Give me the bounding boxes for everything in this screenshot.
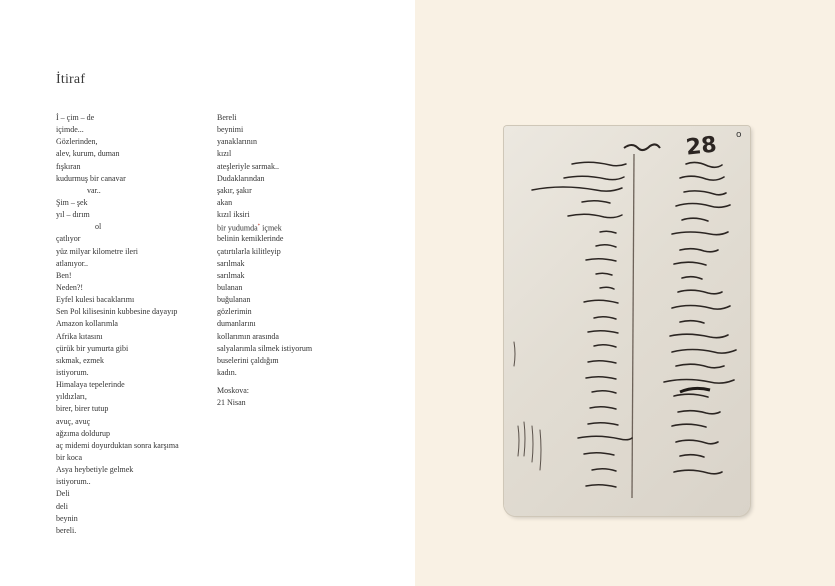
poem-column-1 [56, 112, 179, 537]
poem-line: dumanlarını [217, 319, 256, 329]
poem-title: İtiraf [56, 72, 86, 87]
poem-line: fışkıran [56, 161, 81, 171]
poem-line: deli [56, 501, 68, 511]
poem-line: çürük bir yumurta gibi [56, 343, 129, 353]
poem-line: Bereli [217, 113, 237, 122]
poem-line: bir koca [56, 452, 82, 462]
poem-line: buselerini çaldığım [217, 355, 279, 365]
poem-line: ateşleriyle sarmak.. [217, 161, 279, 171]
poem-line: Deli [56, 489, 70, 499]
poem-line: atlanıyor.. [56, 258, 88, 268]
manuscript-image [504, 126, 750, 516]
poem-line: Dudaklarından [217, 173, 265, 183]
poem-line: kızıl [217, 149, 232, 159]
poem-line: bereli. [56, 525, 77, 535]
poem-line: kollarımın arasında [217, 331, 279, 341]
poem-line-text: bir yudumda [217, 223, 258, 233]
poem-line: belinin kemiklerinde [217, 234, 284, 244]
poem-line: sıkmak, ezmek [56, 355, 104, 365]
left-page [0, 0, 415, 586]
poem-line: Amazon kollarımla [56, 319, 118, 329]
poem-line: ol [95, 222, 102, 232]
poem-line: kadın. [217, 367, 237, 377]
poem-line: Gözlerinden, [56, 137, 98, 147]
poem-line: istiyorum.. [56, 477, 91, 487]
poem-line: Neden?! [56, 282, 84, 292]
poem-line: sarılmak [217, 270, 245, 280]
poem-line: yanaklarının [217, 137, 257, 147]
poem-line: var.. [87, 185, 101, 195]
poem-line: Şim – şek [56, 197, 88, 207]
poem-line: Eyfel kulesi bacaklarımı [56, 295, 135, 305]
poem-line: akan [217, 197, 233, 207]
poem-line: Ben! [56, 270, 72, 280]
poem-line: beynin [56, 513, 78, 523]
poem-line: çatırtılarla kilitleyip [217, 246, 281, 256]
poem-line: ağzıma doldurup [56, 428, 110, 438]
poem-line: kızıl iksiri [217, 210, 250, 220]
poem-line: gözlerimin [217, 307, 252, 317]
poem-date: 21 Nisan [217, 398, 246, 408]
poem-line: salyalarımla silmek istiyorum [217, 343, 313, 353]
poem-line: avuç, avuç [56, 416, 91, 426]
poem-line: sarılmak [217, 258, 245, 268]
poem-line: aç midemi doyurduktan sonra karşıma [56, 440, 179, 450]
poem-line: kudurmuş bir canavar [56, 173, 126, 183]
poem-place: Moskova: [217, 386, 249, 396]
poem-line: istiyorum. [56, 367, 89, 377]
manuscript-ink [504, 126, 750, 516]
poem-line: Asya heybetiyle gelmek [56, 465, 134, 475]
poem-line: yıldızları, [56, 392, 87, 402]
poem-line: Afrika kıtasını [56, 331, 103, 341]
manuscript-page-number: 28 [684, 132, 718, 161]
poem-line: Himalaya tepelerinde [56, 380, 125, 390]
poem-line: bulanan [217, 282, 243, 292]
poem-line: şakır, şakır [217, 185, 252, 195]
poem-line [217, 221, 312, 233]
poem-line: yüz milyar kilometre ileri [56, 246, 138, 256]
poem-line-continuation: içmek [260, 223, 282, 233]
poem-line: yıl – dırım [56, 210, 90, 220]
footnote-mark: * [257, 224, 261, 230]
poem-line: alev, kurum, duman [56, 149, 120, 159]
poem-line: beynimi [217, 125, 244, 135]
poem-line: Sen Pol kilisesinin kubbesine dayayıp [56, 307, 178, 317]
manuscript-corner-mark: o [736, 130, 742, 140]
poem-line: çatlıyor [56, 234, 81, 244]
poem-line: birer, birer tutup [56, 404, 109, 414]
poem-line: içimde... [56, 125, 84, 135]
poem-column-2 [217, 112, 312, 409]
poem-line: İ – çim – de [56, 113, 95, 122]
poem-line: buğulanan [217, 295, 251, 305]
